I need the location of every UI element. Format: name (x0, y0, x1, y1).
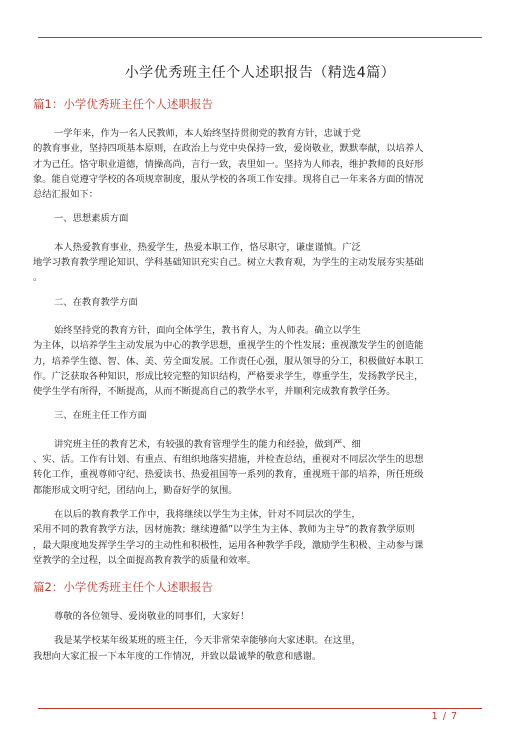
closing-body (33, 507, 483, 568)
text-line: 总结汇报如下： (33, 189, 99, 201)
section3-body (33, 437, 483, 498)
article1-intro (33, 126, 483, 202)
text-line: 始终坚持党的教育方针，面向全体学生，教书育人，为人师表。确立以学生 (54, 324, 361, 336)
text-line: 地学习教育教学理论知识、学科基础知识充实自己。树立大教育观，为学生的主动发展夯实基础 (33, 257, 424, 269)
header-rule (38, 37, 482, 38)
text-line: 一学年来，作为一名人民教师，本人始终坚持贯彻党的教育方针，忠诚于党 (54, 128, 361, 139)
text-line: 堂教学的全过程，以全面提高教育教学的质量和效率。 (33, 554, 257, 566)
section2-body (33, 323, 483, 399)
text-line: 作。广泛获取各种知识，形成比较完整的知识结构，严格要求学生，尊重学生，发扬教学民主， (33, 370, 424, 382)
text-line: 的教育事业，坚持四项基本原则，在政治上与党中央保持一致，爱岗敬业，默默奉献，以培养人 (33, 143, 424, 155)
section-title-2: 二、在教育教学方面 (54, 296, 138, 308)
text-line: 本人热爱教育事业，热爱学生，热爱本职工作，恪尽职守，谦虚谨慎。广泛 (54, 241, 361, 253)
text-line: 、实、活。工作有计划、有重点、有组织地落实措施，并检查总结，重视对不同层次学生的思想 (33, 454, 424, 466)
section-title-3: 三、在班主任工作方面 (54, 410, 147, 422)
section-title-1: 一、思想素质方面 (54, 213, 129, 225)
text-line: 才为己任。恪守职业道德，情操高尚，言行一致，表里如一。坚持为人师表，维护教师的良好形 (33, 158, 424, 170)
text-line: 。 (33, 272, 43, 284)
text-line: 力，培养学生德、智、体、美、劳全面发展。工作责任心强，服从领导的分工，积极做好本职工 (33, 355, 424, 367)
page-number: 1 / 7 (431, 711, 458, 722)
article2-heading: 篇2：小学优秀班主任个人述职报告 (33, 580, 213, 595)
document-title: 小学优秀班主任个人述职报告（精选4篇） (124, 65, 396, 81)
text-line: 我想向大家汇报一下本年度的工作情况，并致以最诚挚的敬意和感谢。 (33, 650, 322, 662)
text-line: 在以后的教育教学工作中，我将继续以学生为主体，针对不同层次的学生， (54, 508, 361, 520)
text-line: ，最大限度地发挥学生学习的主动性和积极性，运用各种教学手段，激励学生积极、主动参与课 (33, 539, 424, 551)
text-line: 转化工作，重视尊师守纪、热爱读书、热爱祖国等一系列的教育，重视班干部的培养，所任班级 (33, 469, 424, 481)
text-line: 为主体，以培养学生主动发展为中心的教学思想，重视学生的个性发展；重视激发学生的创造能 (33, 340, 424, 352)
text-line: 采用不同的教育教学方法，因材施教；继续遵循”以学生为主体、教师为主导”的教育教学原则 (33, 524, 415, 536)
text-line: 都能形成文明守纪，团结向上，勤奋好学的氛围。 (33, 484, 238, 496)
document-body (33, 97, 483, 673)
text-line: 尊敬的各位领导、爱岗敬业的同事们，大家好！ (54, 611, 250, 623)
article2-intro (33, 633, 483, 664)
text-line: 使学生学有所得，不断提高，从而不断提高自己的教学水平，并顺利完成教育教学任务。 (33, 386, 396, 398)
article1-heading: 篇1：小学优秀班主任个人述职报告 (33, 97, 213, 111)
text-line: 讲究班主任的教育艺术，有较强的教育管理学生的能力和经验，做到严、细 (54, 438, 361, 450)
footer-rule (38, 708, 482, 709)
article2-greeting (33, 609, 483, 624)
section1-body (33, 240, 483, 286)
text-line: 我是某学校某年级某班的班主任，今天非常荣幸能够向大家述职。在这里， (54, 635, 361, 647)
text-line: 象。能自觉遵守学校的各项规章制度，服从学校的各项工作安排。现将自己一年来各方面的情况 (33, 173, 424, 185)
